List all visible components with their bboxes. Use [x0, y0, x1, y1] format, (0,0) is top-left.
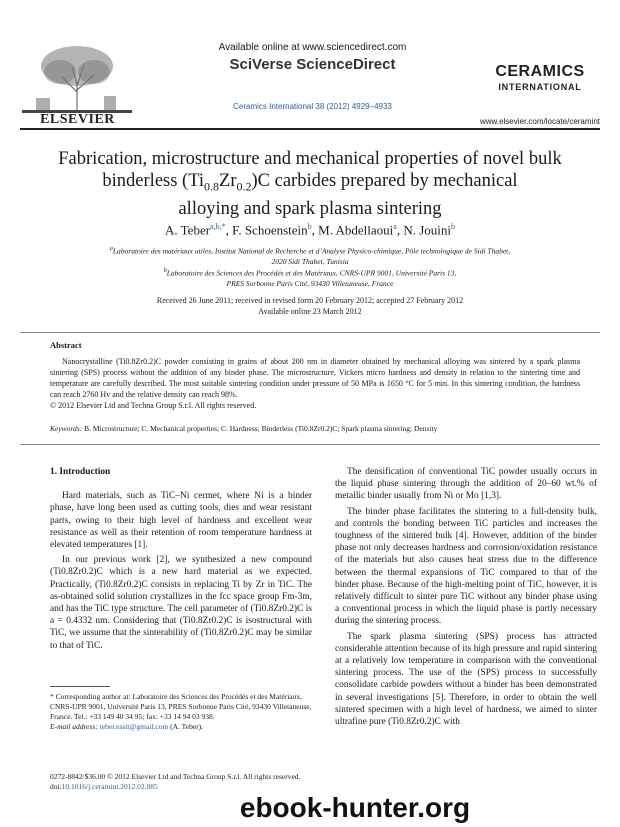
elsevier-tree-logo: [22, 42, 132, 114]
available-date: Available online 23 March 2012: [258, 307, 362, 316]
keywords: [50, 424, 580, 433]
author-name[interactable]: N. Jouini: [403, 222, 451, 238]
header-divider: [20, 128, 600, 130]
title-line-1: Fabrication, microstructure and mechanical properties of novel bulk: [58, 149, 562, 169]
title-line-2: [40, 170, 580, 198]
article-title: [40, 148, 580, 220]
doi-label: doi:: [50, 782, 62, 791]
title-subscript: 0.8: [204, 179, 220, 194]
paragraph: The binder phase facilitates the sintering to a full-density bulk, and controls the bonding between TiC particles and increases the toughness of the sintered bulk [4]. However, addition of the binder phase not only decreases hardness and corrosion/oxidation resistance of the materials but also causes heat stress due to the difference between the thermal expansions of TiC compared to that of the binder phase. Because of the high-melting point of TiC, however, it is relatively difficult to sinter pure TiC without any binder phase using a conventional process in which the liquid phase is partly necessary during the sintering process.: [335, 506, 597, 627]
affiliation-b: $^b$Laboratoire des Sciences des Procédés et des Matériaux, CNRS-UPR 9001, Université Paris 13, PRES Sorbonne Paris Cité, 93430 Villetaneuse, France: [163, 268, 457, 288]
author-name[interactable]: F. Schoenstein: [232, 222, 308, 238]
author-list: A. Teber$^{a,b,*}$, F. Schoenstein$^b$, M. Abdellaoui$^a$, N. Jouini$^b$: [165, 222, 455, 238]
journal-name-sub: INTERNATIONAL: [498, 82, 582, 92]
journal-url-link[interactable]: www.elsevier.com/locate/ceramint: [479, 117, 600, 126]
affiliation-a-text: Laboratoire des matériaux utiles, Institut National de Recherche et d’Analyse Physico-chimique, Pôle technologique de Sidi Thabet,: [112, 246, 511, 256]
watermark: ebook-hunter.org: [239, 792, 471, 823]
publisher-name: ELSEVIER: [40, 112, 115, 127]
issn-copyright: 0272-8842/$36.00 © 2012 Elsevier Ltd and Techna Group S.r.l. All rights reserved.: [50, 772, 301, 781]
body-column-left: [50, 466, 312, 655]
paragraph: The spark plasma sintering (SPS) process has attracted considerable attention because of its high pressure and rapid sintering at a relatively low temperature in comparison with the conventional sintering process. The use of the (SPS) process to successfully consolidate carbide powders without a binder has been demonstrated in several investigations [5]. Therefore, in order to obtain the well sintered specimen with a high level of hardness, we aimed to sinter ultrafine pure (Ti0.8Zr0.2)C with: [335, 631, 597, 728]
doi-link[interactable]: 10.1016/j.ceramint.2012.02.085: [61, 782, 158, 791]
affiliation-b-text: Laboratoire des Sciences des Procédés et des Matériaux, CNRS-UPR 9001, Université Paris 13,: [166, 268, 457, 278]
title-part: Zr: [219, 171, 237, 191]
author-affil-mark[interactable]: b: [307, 222, 312, 231]
footnote-text: * Corresponding author at: Laboratoire des Sciences des Procédés et des Matériaux, CNRS-UPR 9001, Université Paris 13, PRES Sorbonne Paris Cité, 93430 Villetaneuse, France. Tel.: +33 149 40 34 95; fax: +33 14 94 03 938.: [50, 692, 312, 721]
abstract-heading: Abstract: [50, 340, 82, 350]
affiliation-a-address: 2020 Sidi Thabet, Tunisia: [271, 257, 349, 266]
author-affil-mark[interactable]: a: [393, 222, 397, 231]
platform-name: SciVerse ScienceDirect: [229, 56, 396, 73]
body-column-right: [335, 466, 597, 731]
section-heading: 1. Introduction: [50, 467, 111, 477]
available-online-text[interactable]: Available online at www.sciencedirect.com: [218, 42, 407, 53]
corresponding-author-footnote: [50, 692, 312, 732]
email-label: E-mail address:: [50, 722, 98, 731]
title-part: )C carbides prepared by mechanical: [251, 171, 518, 191]
title-subscript: 0.2: [236, 179, 252, 194]
title-line-3: alloying and spark plasma sintering: [178, 198, 442, 219]
journal-name: CERAMICS: [495, 63, 585, 80]
abstract-copyright: © 2012 Elsevier Ltd and Techna Group S.r.l. All rights reserved.: [50, 401, 257, 410]
doi-line: [50, 782, 350, 792]
title-part: binderless (Ti: [102, 171, 205, 191]
keywords-label: Keywords:: [50, 424, 83, 433]
author-name[interactable]: A. Teber: [165, 222, 211, 238]
email-link[interactable]: teber.esstt@gmail.com: [99, 722, 169, 731]
footnote-divider: [50, 686, 110, 687]
abstract-body: [50, 356, 580, 411]
article-history: [40, 295, 580, 317]
author-affil-mark[interactable]: b: [450, 222, 455, 231]
paragraph: In our previous work [2], we synthesized a new compound (Ti0.8Zr0.2)C which is a new hard material as we expected. Practically, (Ti0.8Zr0.2)C consists in replacing Ti by Zr in TiC. The as-obtained solid solution crystallizes in the fcc space group Fm-3m, and has the TiC type structure. The cell parameter of (Ti0.8Zr0.2)C is a = 0.4332 nm. Considering that (Ti0.8Zr0.2)C is isostructural with TiC, we assume that the sinterability of (Ti0.8Zr0.2)C may be similar to that of TiC.: [50, 555, 312, 651]
copyright-block: [50, 772, 350, 792]
email-suffix: (A. Teber).: [170, 722, 204, 731]
author-affil-mark[interactable]: a,b,*: [210, 222, 226, 231]
journal-reference-link[interactable]: Ceramics International 38 (2012) 4929–4933: [233, 102, 392, 111]
received-dates: Received 26 June 2011; received in revised form 20 February 2012; accepted 27 February 2012: [156, 296, 464, 305]
keywords-text: B. Microstructure; C. Mechanical properties; C. Hardness; Binderless (Ti0.8Zr0.2)C; Spark plasma sintering; Density: [84, 424, 438, 433]
abstract-divider-bottom: [20, 444, 600, 445]
abstract-text: Nanocrystalline (Ti0.8Zr0.2)C powder consisting in grains of about 200 nm in diameter obtained by mechanical alloying was sintered by a spark plasma sintering (SPS) process without the addition of any binder phase. The microstructure, Vickers micro hardness and density in relation to the sintering time and temperature are carefully described. The most suitable sintering condition under pressure of 50 MPa is 1650 °C for 5 min. In this sintering condition, the hardness can reach 2760 Hv and the relative density can reach 98%.: [50, 357, 580, 399]
abstract-divider-top: [20, 332, 600, 333]
affiliation-a: $^a$Laboratoire des matériaux utiles, Institut National de Recherche et d’Analyse Physico-chimique, Pôle technologique de Sidi Thabet, 2020 Sidi Thabet, Tunisia: [109, 246, 511, 266]
affiliation-b-address: PRES Sorbonne Paris Cité, 93430 Villetaneuse, France: [226, 279, 394, 288]
author-name[interactable]: M. Abdellaoui: [318, 222, 394, 238]
paragraph: Hard materials, such as TiC–Ni cermet, where Ni is a binder phase, have long been used as cutting tools, dies and wear resistant parts, owing to their high level of hardness and excellent wear resistance as well as their retention of room temperature hardness at elevated temperatures [1].: [50, 491, 312, 551]
paragraph: The densification of conventional TiC powder usually occurs in the liquid phase sintering through the addition of 20–60 wt.% of metallic binder usually from Ni or Mo [1,3].: [335, 467, 597, 502]
